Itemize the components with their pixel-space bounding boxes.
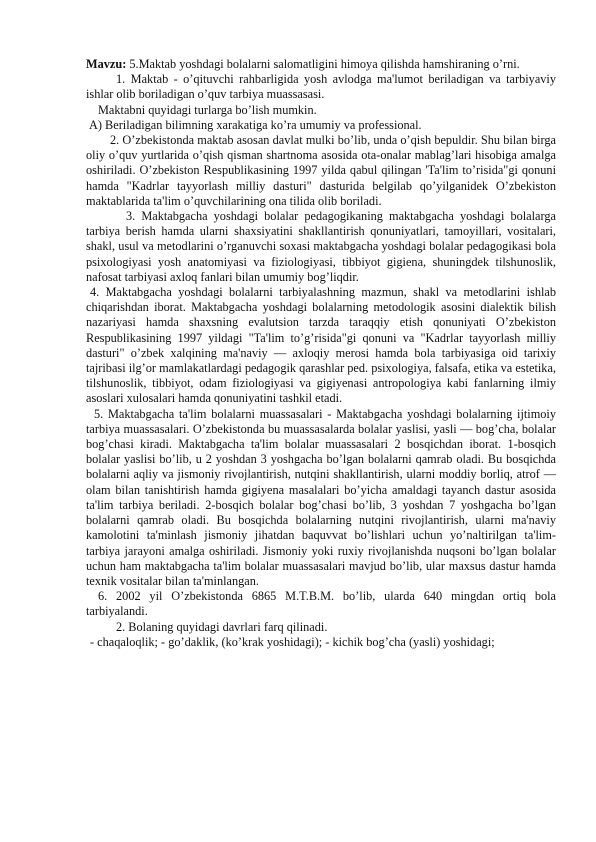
topic-line xyxy=(86,57,556,72)
paragraph-4: 2. O’zbekistonda maktab asosan davlat mulki bo’lib, unda o’qish bepuldir. Shu bilan birga oliy o’quv yurtlarida o’qish qisman shartnoma asosida ota-onalar mablag’lari hisobiga amalga oshiriladi. O’zbekiston Respublikasining 1997 yilda qabul qilingan 'Ta'lim to’risida"gi qonuni hamda "Kadrlar tayyorlash milliy dasturi" dasturida belgilab qo’yilganidek O’zbekiston maktablarida ta'lim o’quvchilarining ona tilida olib boriladi. xyxy=(86,133,556,208)
paragraph-3: A) Beriladigan bilimning xarakatiga ko’ra umumiy va professional. xyxy=(89,117,422,132)
paragraph-9: 2. Bolaning quyidagi davrlari farq qilinadi. xyxy=(116,619,328,634)
paragraph-6: 4. Maktabgacha yoshdagi bolalarni tarbiyalashning mazmun, shakl va metodlarini ishlab chiqarishdan iborat. Maktabgacha yoshdagi bolalarning metodologik asosini dialektik bilish nazariyasi hamda shaxsning evalutsion tarzda taraqqiy etish qonuniyati O’zbekiston Respublikasining 1997 yildagi "Ta'lim to’g’risida"gi qonuni va "Kadrlar tayyorlash milliy dasturi" o’zbek xalqining ma'naviy — axloqiy merosi hamda bola tarbiyasiga oid tarixiy tajribasi ilg’or mamlakatlardagi pedagogik qarashlar ped. psixologiya, falsafa, etika va estetika, tilshunoslik, tibbiyot, odam fiziologiyasi va gigiyenasi antropologiya kabi fanlarning ilmiy asoslari xulosalari hamda qonuniyatini tashkil etadi. xyxy=(86,285,556,406)
topic-text: 5.Maktab yoshdagi bolalarni salomatligini himoya qilishda hamshiraning o’rni. xyxy=(126,57,520,71)
paragraph-5: 3. Maktabgacha yoshdagi bolalar pedagogikaning maktabgacha yoshdagi bolalarga tarbiya berish hamda ularni shaxsiyatini shakllantirish qonuniyatlari, tamoyillari, vositalari, shakl, usul va metodlarini o’rganuvchi soxasi maktabgacha yoshdagi bolalar pedagogikasi bola psixologiyasi yosh anatomiyasi va fiziologiyasi, tibbiyot gigiena, shuningdek tilshunoslik, nafosat tarbiyasi axloq fanlari bilan umumiy bog’liqdir. xyxy=(86,209,556,284)
paragraph-7: 5. Maktabgacha ta'lim bolalarni muassasalari - Maktabgacha yoshdagi bolalarning ijtimoiy tarbiya muassasalari. O’zbekistonda bu muassasalarda bolalar yaslisi, yasli — bog’cha, bolalar bog’chasi kiradi. Maktabgacha ta'lim bolalar muassasalari 2 bosqichdan iborat. 1-bosqich bolalar yaslisi bo’lib, u 2 yoshdan 3 yoshgacha bo’lgan bolalarni qamrab oladi. Bu bosqichda bolalarni aqliy va jismoniy rivojlantirish, nutqini shakllantirish, ularni moddiy borliq, atrof — olam bilan tanishtirish hamda gigiyena masalalari bo’yicha amaldagi tayanch dastur asosida ta'lim tarbiya beriladi. 2-bosqich bolalar bog’chasi bo’lib, 3 yoshdan 7 yoshgacha bo’lgan bolalarni qamrab oladi. Bu bosqichda bolalarning nutqini rivojlantirish, ularni ma'naviy kamolotini ta'minlash jismoniy jihatdan baquvvat bo’lishlari uchun yo’naltirilgan ta'lim- tarbiya jarayoni amalga oshiriladi. Jismoniy yoki ruxiy rivojlanishda nuqsoni bo’lgan bolalar uchun ham maktabgacha ta'lim bolalar muassasalari mavjud bo’lib, ular maxsus dastur hamda texnik vositalar bilan ta'minlangan. xyxy=(86,406,556,588)
document-page xyxy=(86,57,556,650)
paragraph-1: 1. Maktab - o’qituvchi rahbarligida yosh avlodga ma'lumot beriladigan va tarbiyaviy ishlar olib boriladigan o’quv tarbiya muassasasi. xyxy=(86,72,556,102)
topic-label: Mavzu: xyxy=(86,57,127,71)
paragraph-2: Maktabni quyidagi turlarga bo’lish mumkin. xyxy=(98,102,317,117)
paragraph-8: 6. 2002 yil O’zbekistonda 6865 M.T.B.M. bo’lib, ularda 640 mingdan ortiq bola tarbiyalandi. xyxy=(86,589,556,619)
paragraph-10: - chaqaloqlik; - go’daklik, (ko’krak yoshidagi); - kichik bog’cha (yasli) yoshidagi; xyxy=(90,634,495,649)
